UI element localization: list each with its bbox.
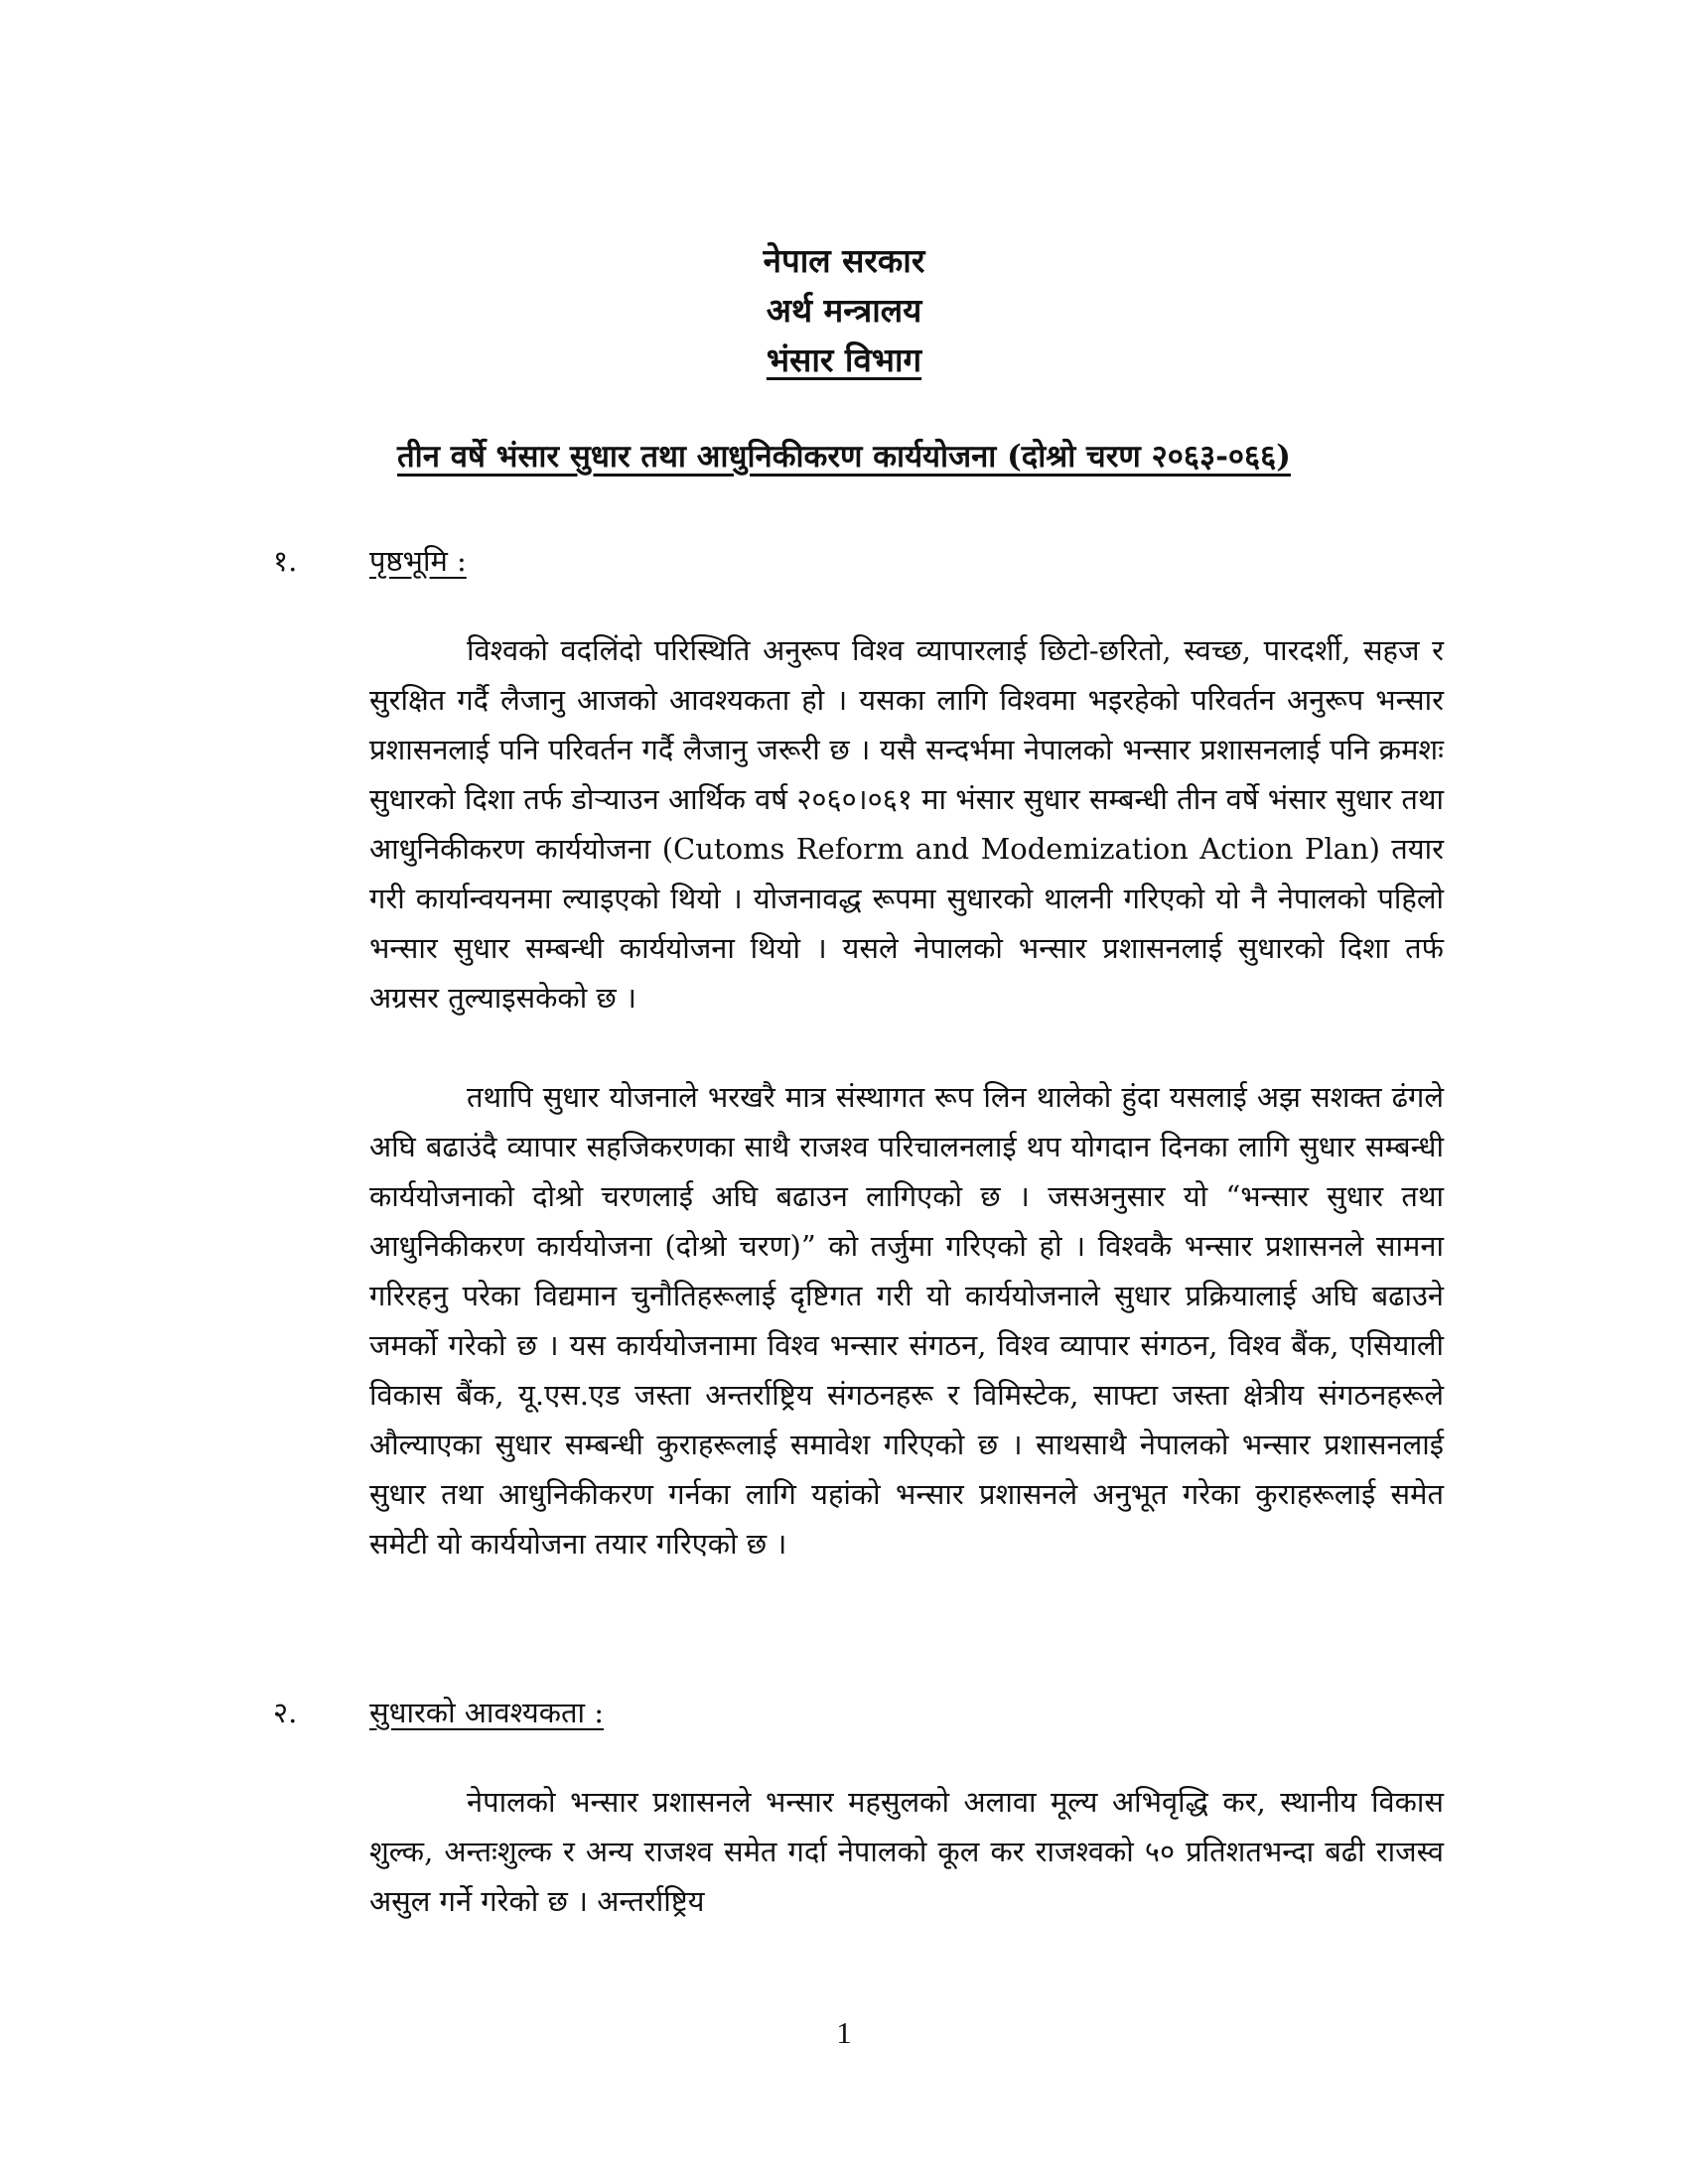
section-heading-need-for-reform	[273, 1693, 604, 1732]
section-title: पृष्ठभूमि :	[369, 544, 467, 578]
header-department: भंसार विभाग	[766, 341, 922, 379]
paragraph: विश्वको वदलिंदो परिस्थिति अनुरूप विश्व व्यापारलाई छिटो-छरितो, स्वच्छ, पारदर्शी, सहज र सुरक्षित गर्दै लैजानु आजको आवश्यकता हो । यसका लागि विश्वमा भइरहेको परिवर्तन अनुरूप भन्सार प्रशासनलाई पनि परिवर्तन गर्दै लैजानु जरूरी छ । यसै सन्दर्भमा नेपालको भन्सार प्रशासनलाई पनि क्रमशः सुधारको दिशा तर्फ डोर्‍याउन आर्थिक वर्ष २०६०।०६१ मा भंसार सुधार सम्बन्धी तीन वर्षे भंसार सुधार तथा आधुनिकीकरण कार्ययोजना (Cutoms Reform and Modemization Action Plan) तयार गरी कार्यान्वयनमा ल्याइएको थियो । योजनावद्ध रूपमा सुधारको थालनी गरिएको यो नै नेपालको पहिलो भन्सार सुधार सम्बन्धी कार्ययोजना थियो । यसले नेपालको भन्सार प्रशासनलाई सुधारको दिशा तर्फ अग्रसर तुल्याइसकेको छ ।	[369, 633, 1444, 1015]
section-number: १.	[273, 544, 298, 578]
paragraph: तथापि सुधार योजनाले भरखरै मात्र संस्थागत रूप लिन थालेको हुंदा यसलाई अझ सशक्त ढंगले अघि बढाउंदै व्यापार सहजिकरणका साथै राजश्व परिचालनलाई थप योगदान दिनका लागि सुधार सम्बन्धी कार्ययोजनाको दोश्रो चरणलाई अघि बढाउन लागिएको छ । जसअनुसार यो “भन्सार सुधार तथा आधुनिकीकरण कार्ययोजना (दोश्रो चरण)” को तर्जुमा गरिएको हो । विश्वकै भन्सार प्रशासनले सामना गरिरहनु परेका विद्यमान चुनौतिहरूलाई दृष्टिगत गरी यो कार्ययोजनाले सुधार प्रक्रियालाई अघि बढाउने जमर्को गरेको छ । यस कार्ययोजनामा विश्व भन्सार संगठन, विश्व व्यापार संगठन, विश्व बैंक, एसियाली विकास बैंक, यू.एस.एड जस्ता अन्तर्राष्ट्रिय संगठनहरू र विमिस्टेक, साफ्टा जस्ता क्षेत्रीय संगठनहरूले औल्याएका सुधार सम्बन्धी कुराहरूलाई समावेश गरिएको छ । साथसाथै नेपालको भन्सार प्रशासनलाई सुधार तथा आधुनिकीकरण गर्नका लागि यहांको भन्सार प्रशासनले अनुभूत गरेका कुराहरूलाई समेत समेटी यो कार्ययोजना तयार गरिएको छ ।	[369, 1080, 1444, 1561]
document-header	[0, 236, 1688, 385]
section-heading-background	[273, 541, 467, 581]
page-number: 1	[836, 2015, 852, 2050]
paragraph: नेपालको भन्सार प्रशासनले भन्सार महसुलको अलावा मूल्य अभिवृद्धि कर, स्थानीय विकास शुल्क, अन्तःशुल्क र अन्य राजश्व समेत गर्दा नेपालको कूल कर राजश्वको ५० प्रतिशतभन्दा बढी राजस्व असुल गर्ने गरेको छ । अन्तर्राष्ट्रिय	[369, 1785, 1444, 1918]
header-government: नेपाल सरकार	[763, 241, 925, 280]
header-ministry: अर्थ मन्त्रालय	[766, 291, 922, 330]
document-title: तीन वर्षे भंसार सुधार तथा आधुनिकीकरण कार्ययोजना (दोश्रो चरण २०६३-०६६)	[397, 439, 1291, 475]
section-number: २.	[273, 1696, 298, 1729]
section-title: सुधारको आवश्यकता :	[369, 1696, 605, 1729]
